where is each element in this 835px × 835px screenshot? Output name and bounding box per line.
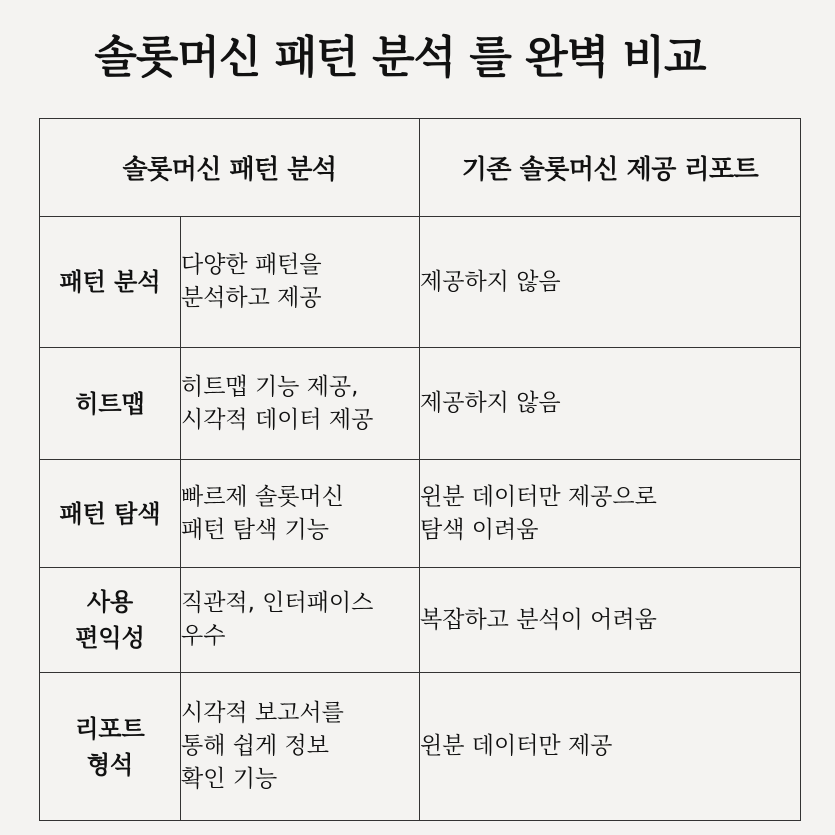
description-line: 다양한 패턴을 [181,252,322,278]
feature-label: 리포트 [75,714,145,743]
page-title: 솔롯머신 패턴 분석 를 완벽 비교 [94,32,706,83]
feature-cell [40,568,181,673]
header-slot-pattern-analysis: 솔롯머신 패턴 분석 [40,119,420,217]
description-cell [181,673,420,821]
description-line: 통해 쉽게 정보 [181,733,329,759]
table-header-row [40,119,801,217]
legacy-cell [420,217,801,348]
feature-cell [40,673,181,821]
legacy-cell [420,568,801,673]
description-line: 패턴 탐색 기능 [181,516,329,543]
description-line: 확인 기능 [181,766,278,792]
legacy-cell [420,348,801,460]
feature-label: 히트맵 [75,389,145,418]
description-line: 히트맵 기능 제공, [181,373,359,400]
feature-label: 형석 [86,750,134,779]
table-row [40,568,801,673]
description-line: 시각적 데이터 제공 [181,406,374,433]
legacy-line: 제공하지 않음 [420,390,561,416]
feature-label: 사용 [86,588,134,616]
legacy-line: 탐색 이려움 [420,516,539,543]
description-line: 우수 [181,623,226,649]
feature-label: 패턴 분석 [59,268,161,296]
description-cell [181,348,420,460]
description-cell [181,568,420,673]
legacy-cell [420,673,801,821]
table-row [40,348,801,460]
description-line: 분석하고 제공 [181,285,322,311]
legacy-line: 윈분 데이터만 제공으로 [420,483,657,510]
legacy-line: 복잡하고 분석이 어려움 [420,606,657,633]
table-row [40,217,801,348]
legacy-line: 윈분 데이터만 제공 [420,733,613,759]
feature-label: 편익성 [75,624,145,652]
feature-label: 패턴 탐색 [59,499,161,528]
header-legacy-report: 기존 솔롯머신 제공 리포트 [420,119,801,217]
table-row [40,673,801,821]
feature-cell [40,460,181,568]
description-line: 직관적, 인터패이스 [181,590,374,616]
feature-cell [40,217,181,348]
description-cell [181,217,420,348]
description-cell [181,460,420,568]
description-line: 빠르제 솔롯머신 [181,483,344,510]
legacy-cell [420,460,801,568]
legacy-line: 제공하지 않음 [420,268,561,295]
table-row [40,460,801,568]
description-line: 시각적 보고서를 [181,700,344,726]
feature-cell [40,348,181,460]
comparison-table [39,118,801,821]
